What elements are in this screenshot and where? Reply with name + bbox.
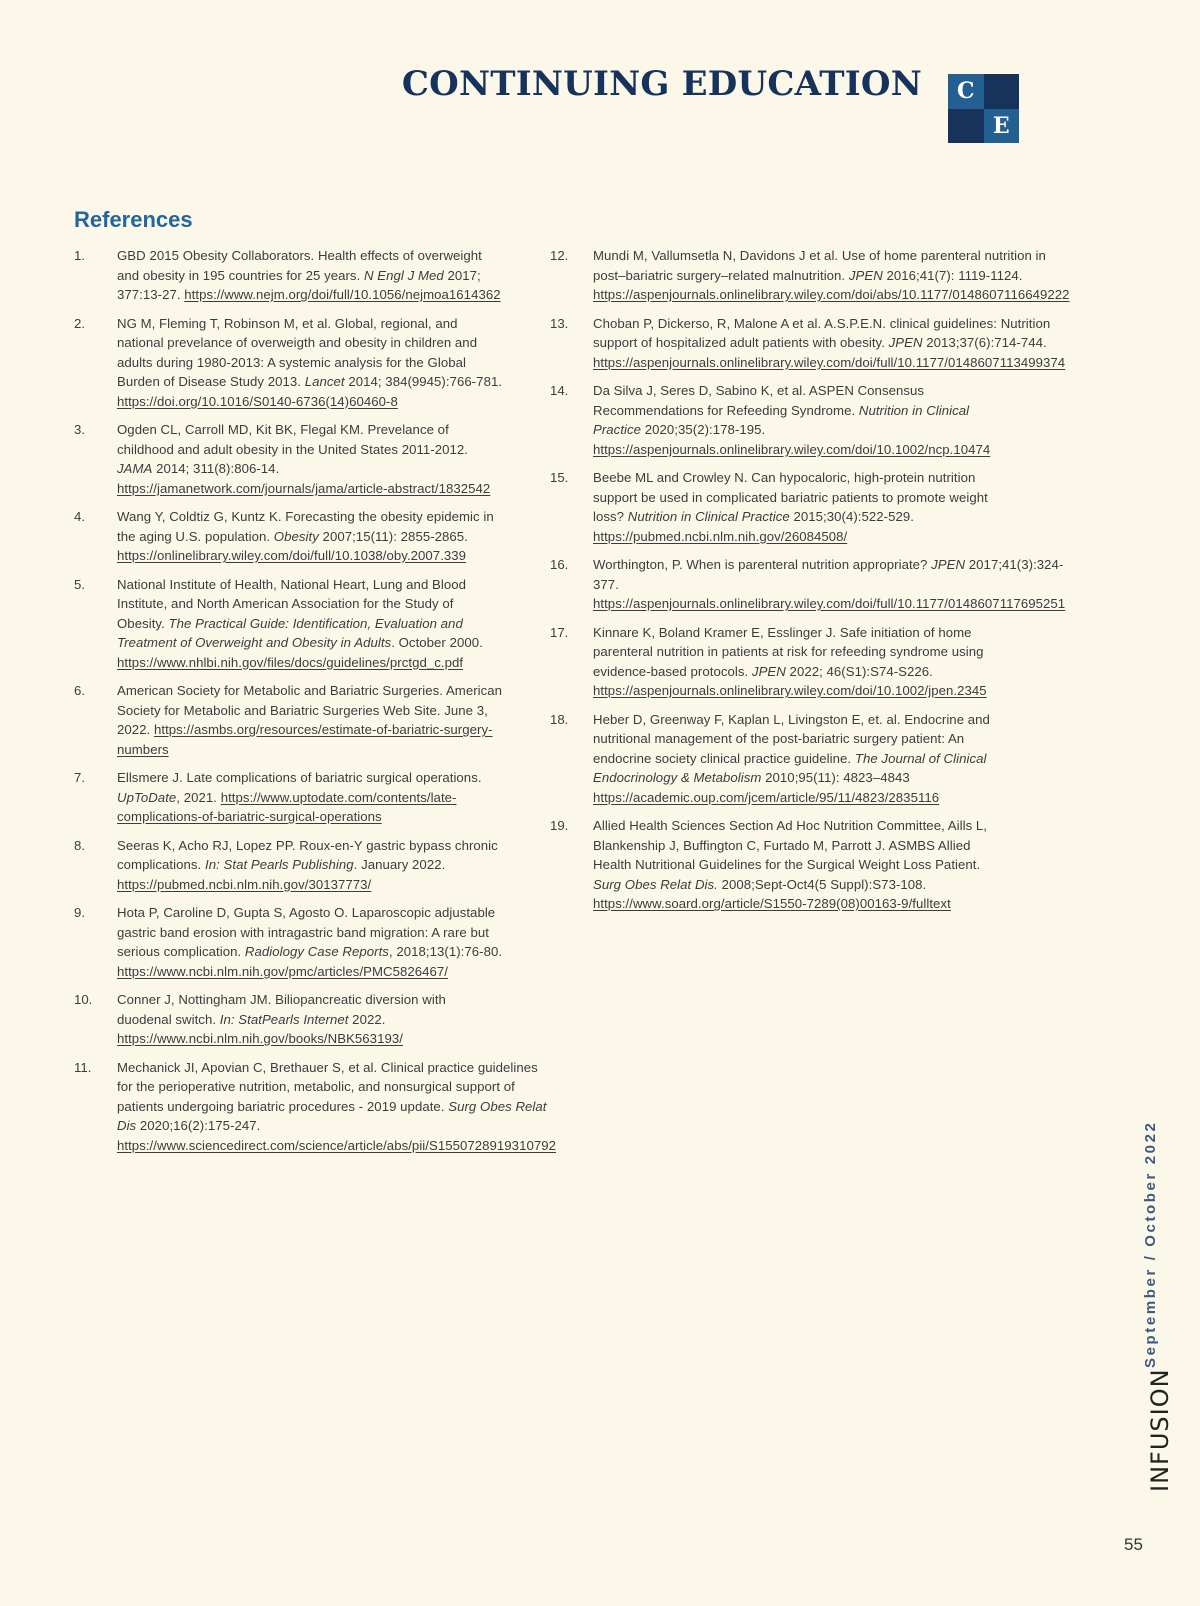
reference-item: [550, 710, 990, 808]
reference-number: 5.: [74, 576, 85, 592]
reference-item: [550, 381, 990, 459]
reference-item: [550, 816, 990, 914]
ce-logo: [948, 74, 1019, 143]
reference-text-part: American Society for Metabolic and Bariatric Surgeries. American Society for Metabolic and Bariatric Surgeries Web Site. June 3, 2022.: [117, 683, 503, 737]
reference-journal: JPEN: [931, 557, 966, 572]
reference-number: 13.: [550, 315, 569, 331]
reference-text-part: 2016;41(7): 1119-1124.: [882, 267, 1023, 283]
reference-item: [74, 507, 504, 566]
reference-item: [74, 768, 504, 827]
reference-text-part: Ellsmere J. Late complications of bariatric surgical operations.: [117, 770, 482, 785]
reference-text: [117, 575, 504, 673]
reference-number: 11.: [74, 1059, 92, 1075]
reference-text-part: 2014; 384(9945):766-781.: [344, 374, 503, 389]
reference-item: [74, 903, 504, 981]
reference-text-part: 2020;35(2):178-195.: [641, 422, 766, 437]
references-column-right: [550, 246, 1070, 923]
reference-text-part: Kinnare K, Boland Kramer E, Esslinger J. Safe initiation of home parenteral nutrition in patients at risk for refeeding syndrome using evidence-based protocols.: [593, 624, 984, 679]
reference-link[interactable]: https://www.nhlbi.nih.gov/files/docs/guidelines/prctgd_c.pdf: [117, 654, 464, 670]
reference-text-part: Ogden CL, Carroll MD, Kit BK, Flegal KM. Prevelance of childhood and adult obesity in the United States 2011-2012.: [117, 422, 468, 457]
reference-text-part: 2022; 46(S1):S74-S226.: [785, 663, 933, 679]
reference-number: 19.: [550, 818, 569, 833]
reference-link[interactable]: https://aspenjournals.onlinelibrary.wiley.com/doi/abs/10.1177/0148607116649222: [593, 287, 1070, 302]
reference-item: [74, 836, 504, 895]
reference-link[interactable]: https://www.soard.org/article/S1550-7289(08)00163-9/fulltext: [593, 896, 951, 911]
reference-text-part: Worthington, P. When is parenteral nutrition appropriate?: [593, 557, 932, 572]
reference-link[interactable]: https://jamanetwork.com/journals/jama/article-abstract/1832542: [117, 480, 491, 496]
reference-text-part: Wang Y, Coldtiz G, Kuntz K. Forecasting the obesity epidemic in the aging U.S. population.: [117, 509, 494, 544]
reference-text-part: Choban P, Dickerso, R, Malone A et al. A.S.P.E.N. clinical guidelines: Nutrition support of hospitalized adult patients with obesity.: [593, 315, 1051, 350]
reference-link[interactable]: https://pubmed.ncbi.nlm.nih.gov/26084508/: [593, 528, 848, 544]
reference-text-part: . January 2022.: [353, 857, 446, 872]
references-heading: References: [74, 207, 193, 232]
reference-number: 10.: [74, 992, 93, 1007]
reference-text-part: , 2018;13(1):76-80.: [388, 944, 503, 959]
reference-link[interactable]: https://pubmed.ncbi.nlm.nih.gov/30137773/: [117, 876, 372, 892]
reference-number: 16.: [550, 557, 569, 572]
reference-text: [117, 420, 504, 498]
reference-text-part: Conner J, Nottingham JM. Biliopancreatic diversion with duodenal switch.: [117, 992, 446, 1027]
reference-number: 12.: [550, 248, 569, 263]
reference-link[interactable]: https://www.ncbi.nlm.nih.gov/books/NBK563193/: [117, 1031, 403, 1046]
reference-text-part: , 2021.: [176, 789, 221, 805]
reference-item: [550, 246, 1070, 305]
reference-text: [117, 1058, 556, 1156]
reference-text-part: 2007;15(11): 2855-2865.: [318, 528, 468, 544]
reference-journal: The Practical Guide: Identification, Evaluation and Treatment of Overweight and Obesity in Adults: [117, 615, 463, 650]
reference-journal: Nutrition in Clinical Practice: [593, 402, 970, 437]
reference-item: [550, 555, 1066, 614]
reference-text: [593, 623, 990, 701]
reference-number: 7.: [74, 770, 85, 785]
issue-date: September / October 2022: [1142, 1120, 1159, 1368]
logo-letter-e: E: [984, 109, 1020, 144]
logo-block: [948, 109, 984, 144]
page-number: 55: [1124, 1535, 1143, 1554]
reference-text-part: . October 2000.: [391, 635, 483, 650]
logo-block: [984, 74, 1020, 109]
reference-item: [74, 1058, 556, 1156]
reference-journal: JPEN: [848, 267, 883, 283]
reference-text: [593, 381, 990, 459]
reference-number: 1.: [74, 248, 85, 263]
reference-number: 8.: [74, 837, 85, 853]
reference-text-part: Hota P, Caroline D, Gupta S, Agosto O. Laparoscopic adjustable gastric band erosion with intragastric band migration: A rare but serious complication.: [117, 905, 496, 959]
reference-journal: The Journal of Clinical Endocrinology & Metabolism: [593, 750, 987, 785]
reference-text: [593, 555, 1065, 614]
reference-link[interactable]: https://www.sciencedirect.com/science/article/abs/pii/S1550728919310792: [117, 1137, 556, 1153]
reference-number: 6.: [74, 683, 85, 698]
references-column-left: [74, 246, 556, 1164]
reference-link[interactable]: https://www.uptodate.com/contents/late-complications-of-bariatric-surgical-operations: [117, 789, 457, 824]
reference-text-part: NG M, Fleming T, Robinson M, et al. Global, regional, and national prevelance of overweigth and obesity in children and adults during 1980-2013: A systemic analysis for the Global Burden of Disease Study 2013.: [117, 315, 478, 389]
reference-text-part: Mechanick JI, Apovian C, Brethauer S, et al. Clinical practice guidelines for the perioperative nutrition, metabolic, and nonsurgical support of patients undergoing bariatric procedures - 2019 update.: [117, 1059, 538, 1114]
reference-journal: In: StatPearls Internet: [219, 1011, 349, 1027]
reference-text: [117, 990, 504, 1049]
reference-text-part: Seeras K, Acho RJ, Lopez PP. Roux-en-Y gastric bypass chronic complications.: [117, 837, 498, 872]
reference-number: 14.: [550, 383, 569, 398]
reference-item: [74, 420, 504, 498]
reference-link[interactable]: https://asmbs.org/resources/estimate-of-bariatric-surgery-numbers: [117, 722, 493, 757]
reference-link[interactable]: https://aspenjournals.onlinelibrary.wiley.com/doi/full/10.1177/0148607117695251: [593, 596, 1066, 611]
reference-link[interactable]: https://aspenjournals.onlinelibrary.wiley.com/doi/10.1002/ncp.10474: [593, 441, 991, 457]
reference-text-part: 2013;37(6):714-744.: [922, 335, 1047, 350]
reference-text: [593, 314, 1065, 373]
reference-text: [593, 710, 990, 808]
reference-number: 2.: [74, 315, 85, 331]
reference-item: [550, 314, 1066, 373]
reference-text: [117, 507, 504, 566]
reference-text-part: Mundi M, Vallumsetla N, Davidons J et al. Use of home parenteral nutrition in post–bariatric surgery–related malnutrition.: [593, 248, 1046, 283]
reference-text-part: National Institute of Health, National Heart, Lung and Blood Institute, and North American Association for the Study of Obesity.: [117, 576, 467, 631]
reference-journal: JPEN: [888, 335, 923, 350]
reference-link[interactable]: https://onlinelibrary.wiley.com/doi/full/10.1038/oby.2007.339: [117, 548, 467, 563]
reference-journal: JPEN: [751, 663, 786, 679]
reference-text: [117, 314, 504, 412]
reference-item: [550, 623, 990, 701]
reference-link[interactable]: https://www.ncbi.nlm.nih.gov/pmc/articles/PMC5826467/: [117, 963, 449, 979]
reference-number: 4.: [74, 509, 85, 524]
reference-journal: Radiology Case Reports: [244, 944, 389, 959]
reference-item: [74, 990, 504, 1049]
reference-text: [593, 246, 1070, 305]
reference-journal: In: Stat Pearls Publishing: [204, 857, 354, 872]
reference-text: [117, 768, 504, 827]
reference-text: [593, 816, 990, 914]
reference-text-part: 2020;16(2):175-247.: [136, 1118, 261, 1133]
reference-text-part: 2014; 311(8):806-14.: [152, 461, 280, 476]
reference-link[interactable]: https://aspenjournals.onlinelibrary.wiley.com/doi/10.1002/jpen.2345: [593, 683, 987, 698]
reference-text-part: 2022.: [348, 1011, 386, 1027]
reference-number: 15.: [550, 470, 569, 485]
reference-text-part: Allied Health Sciences Section Ad Hoc Nutrition Committee, Aills L, Blankenship J, Buffington C, Furtado M, Parrott J. ASMBS Allied Health Nutritional Guidelines for the Surgical Weight Loss Patient.: [593, 818, 988, 872]
reference-text: [117, 903, 504, 981]
reference-text: [117, 246, 504, 305]
reference-link[interactable]: https://doi.org/10.1016/S0140-6736(14)60460-8: [117, 393, 398, 409]
reference-text-part: GBD 2015 Obesity Collaborators. Health effects of overweight and obesity in 195 countries for 25 years.: [117, 248, 482, 283]
reference-link[interactable]: https://aspenjournals.onlinelibrary.wiley.com/doi/full/10.1177/0148607113499374: [593, 354, 1066, 370]
reference-item: [74, 246, 504, 305]
magazine-logo: INFUSION: [1146, 1368, 1174, 1492]
page-title: CONTINUING EDUCATION: [401, 64, 922, 104]
reference-journal: N Engl J Med: [364, 267, 444, 283]
reference-journal: Lancet: [304, 374, 345, 389]
reference-text-part: 2008;Sept-Oct4(5 Suppl):S73-108.: [717, 876, 927, 892]
reference-number: 18.: [550, 711, 569, 727]
logo-letter-c: C: [948, 74, 984, 109]
reference-journal: Nutrition in Clinical Practice: [627, 509, 790, 524]
reference-text: [117, 681, 504, 759]
reference-item: [74, 681, 504, 759]
reference-item: [74, 314, 504, 412]
reference-link[interactable]: https://academic.oup.com/jcem/article/95/11/4823/2835116: [593, 789, 940, 805]
reference-item: [74, 575, 504, 673]
reference-journal: UpToDate: [117, 789, 177, 805]
reference-text-part: 2010;95(11): 4823–4843: [761, 770, 910, 785]
reference-text-part: 2017; 377:13-27.: [117, 267, 481, 302]
reference-number: 17.: [550, 624, 569, 640]
reference-number: 3.: [74, 422, 85, 437]
reference-text-part: Da Silva J, Seres D, Sabino K, et al. ASPEN Consensus Recommendations for Refeeding Syndrome.: [593, 383, 925, 418]
reference-text-part: Beebe ML and Crowley N. Can hypocaloric, high-protein nutrition support be used in complicated bariatric patients to promote weight loss?: [593, 470, 988, 524]
reference-text: [593, 468, 990, 546]
reference-journal: JAMA: [117, 461, 153, 476]
reference-text-part: 2017;41(3):324-377.: [593, 557, 1064, 592]
reference-journal: Obesity: [273, 528, 319, 544]
reference-text-part: Heber D, Greenway F, Kaplan L, Livingston E, et. al. Endocrine and nutritional management of the post-bariatric surgery patient: An endocrine society clinical practice guideline.: [593, 711, 990, 766]
reference-number: 9.: [74, 905, 85, 920]
reference-journal: Surg Obes Relat Dis: [117, 1098, 547, 1133]
reference-text: [117, 836, 504, 895]
reference-journal: Surg Obes Relat Dis.: [593, 876, 718, 892]
reference-link[interactable]: https://www.nejm.org/doi/full/10.1056/nejmoa1614362: [184, 287, 501, 302]
reference-item: [550, 468, 990, 546]
reference-text-part: 2015;30(4):522-529.: [789, 509, 914, 524]
